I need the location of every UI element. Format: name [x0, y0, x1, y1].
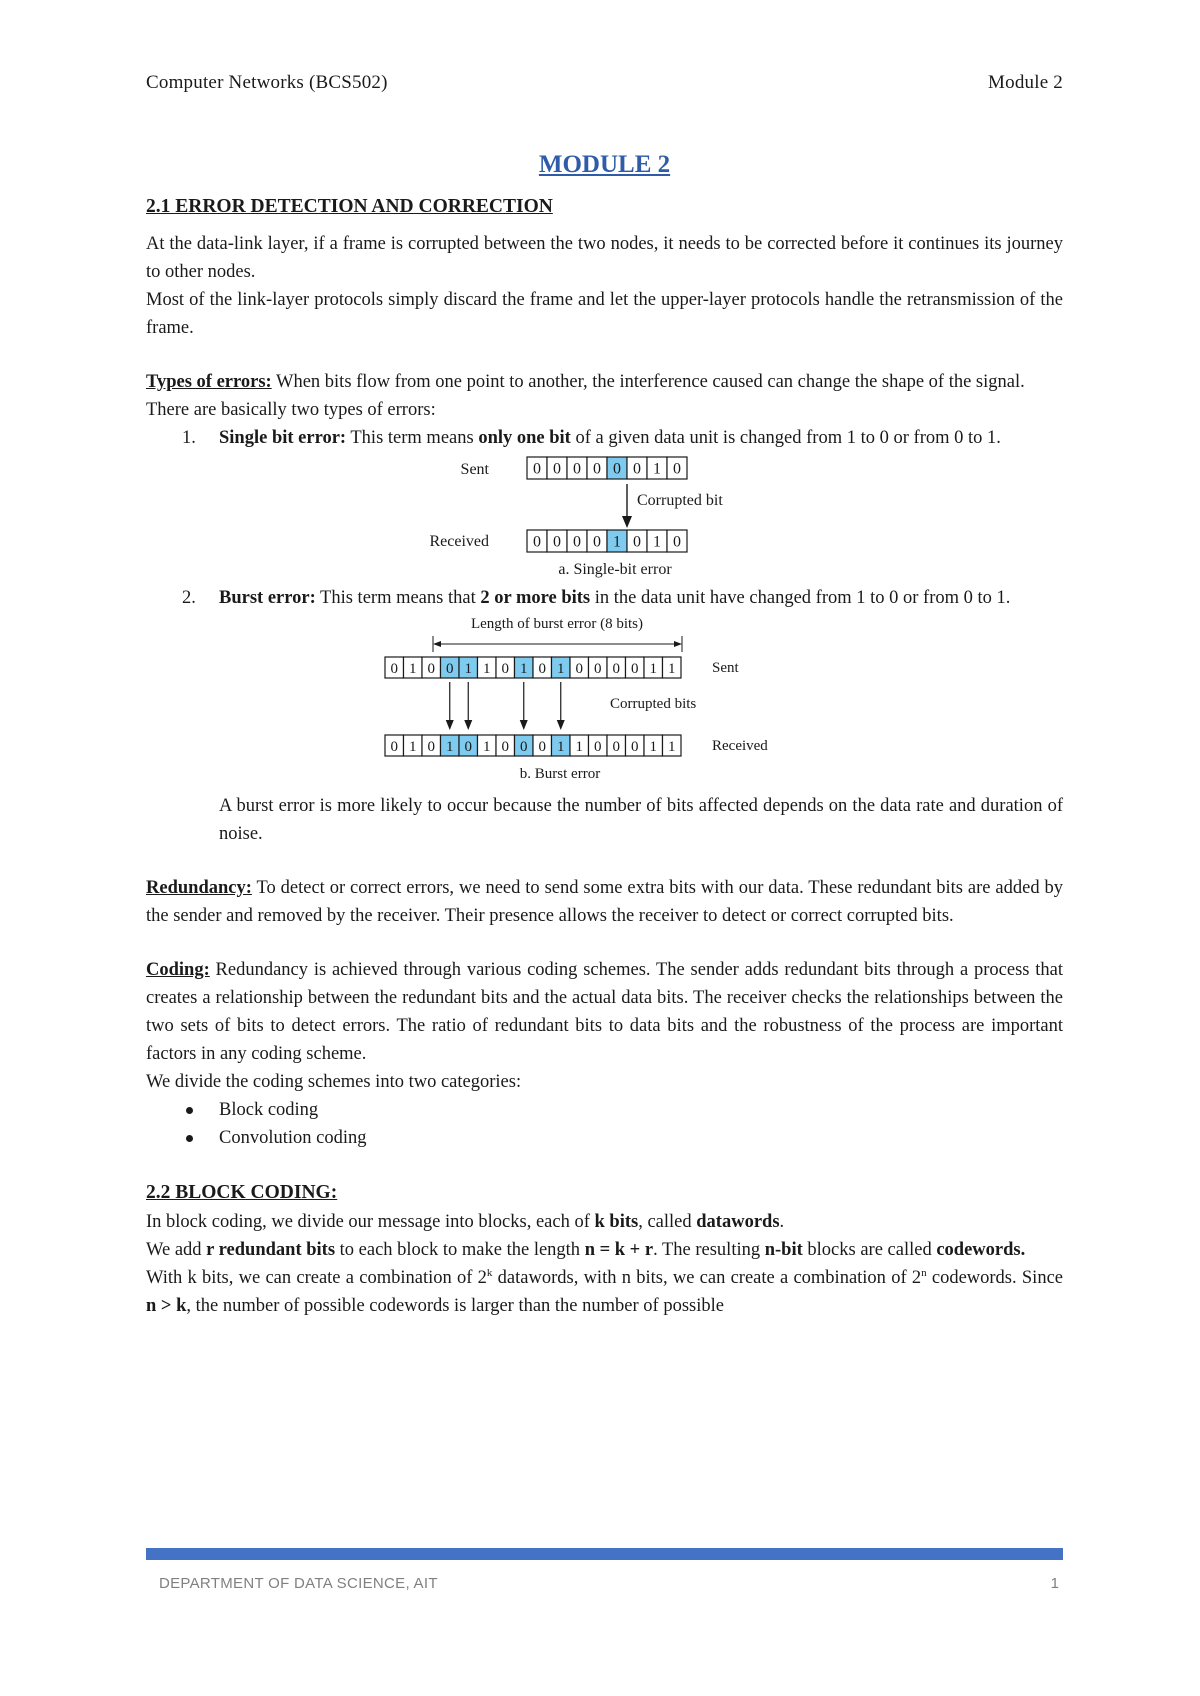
sent-bit-bit: 1 — [464, 660, 472, 677]
received-bit-bit: 1 — [556, 738, 564, 755]
sent-bit-bit: 0 — [630, 660, 638, 677]
received-bit-bit: 0 — [672, 533, 681, 551]
received-bit-bit: 1 — [667, 738, 675, 755]
bullet-icon — [186, 1107, 193, 1114]
received-bit-bit: 0 — [612, 738, 620, 755]
sent-bit-bit: 0 — [538, 660, 546, 677]
sent-bit-bit: 0 — [427, 660, 435, 677]
arrow-head-icon — [556, 720, 564, 730]
received-bit-bit: 0 — [501, 738, 509, 755]
coding-scheme-list — [146, 1096, 1063, 1152]
sent-bit-bit: 1 — [667, 660, 675, 677]
coding-paragraph: Coding: Redundancy is achieved through various coding schemes. The sender adds redundant bits through a process that creates a relationship between the redundant bits and the actual data bits. The receiver checks the relationships between the two sets of bits to detect errors. The ratio of redundant bits to data bits and the robustness of the process are important factors in any coding scheme. — [146, 960, 1063, 1064]
types-intro: There are basically two types of errors: — [146, 400, 436, 420]
footer-bar — [146, 1548, 1063, 1560]
corrupted-bits-label: Corrupted bits — [609, 696, 696, 712]
received-bit-bit: 0 — [427, 738, 435, 755]
section-heading-2-2: 2.2 BLOCK CODING: — [146, 1182, 338, 1203]
paragraph: In block coding, we divide our message into blocks, each of k bits, called datawords. — [146, 1212, 785, 1232]
sent-label: Sent — [460, 461, 489, 478]
received-bit-bit: 1 — [575, 738, 583, 755]
list-item: 1. Single bit error: This term means only one bit of a given data unit is changed from 1 to 0 or from 0 to 1. — [182, 428, 1001, 448]
section-heading-2-1: 2.1 ERROR DETECTION AND CORRECTION — [146, 196, 553, 217]
sent-bit-bit: 0 — [593, 660, 601, 677]
arrow-head-icon — [464, 720, 472, 730]
error-type-list — [146, 424, 1063, 452]
burst-length-label: Length of burst error (8 bits) — [470, 616, 643, 632]
types-paragraph: Types of errors: When bits flow from one point to another, the interference caused can change the shape of the signal. — [146, 372, 1025, 392]
arrow-head-icon — [519, 720, 527, 730]
burst-error-figure — [385, 612, 825, 792]
sent-bit-bit: 1 — [408, 660, 416, 677]
received-label: Received — [711, 738, 768, 754]
list-item: Block coding — [146, 1096, 1063, 1124]
page-number: 1 — [1050, 1575, 1059, 1592]
received-bit-bit: 0 — [552, 533, 561, 551]
sent-bit-bit: 0 — [632, 460, 641, 478]
sent-bit-bit: 1 — [482, 660, 490, 677]
figure-caption: a. Single-bit error — [557, 561, 672, 578]
sent-bit-bit: 1 — [519, 660, 527, 677]
page-title: MODULE 2 — [538, 151, 671, 178]
received-bit-bit: 1 — [612, 533, 621, 551]
error-type-list — [146, 584, 1063, 612]
received-bit-bit: 1 — [482, 738, 490, 755]
coding-intro: We divide the coding schemes into two categories: — [146, 1072, 522, 1092]
sent-bit-bit: 1 — [652, 460, 661, 478]
received-bit-bit: 0 — [519, 738, 527, 755]
sent-bit-bit: 0 — [612, 660, 620, 677]
term-coding: Coding: — [146, 960, 210, 980]
term-types-of-errors: Types of errors: — [146, 372, 272, 392]
received-bit-bit: 0 — [538, 738, 546, 755]
received-bit-bit: 1 — [408, 738, 416, 755]
sent-bit-bit: 0 — [445, 660, 453, 677]
header-course: Computer Networks (BCS502) — [146, 72, 388, 93]
paragraph: We add r redundant bits to each block to make the length n = k + r. The resulting n-bit blocks are called codewords. — [146, 1240, 1026, 1260]
received-bit-bit: 1 — [649, 738, 657, 755]
list-item: 2. Burst error: This term means that 2 or more bits in the data unit have changed from 1 to 0 or from 0 to 1. — [182, 588, 1011, 608]
header-module: Module 2 — [988, 72, 1063, 93]
bullet-icon — [186, 1135, 193, 1142]
received-bit-bit: 0 — [390, 738, 398, 755]
received-bit-bit: 0 — [572, 533, 581, 551]
figure-caption: b. Burst error — [519, 766, 600, 782]
footer-department: DEPARTMENT OF DATA SCIENCE, AIT — [159, 1575, 438, 1592]
single-bit-error-figure — [428, 452, 765, 584]
term-redundancy: Redundancy: — [146, 878, 252, 898]
corrupted-bit-label: Corrupted bit — [636, 492, 723, 509]
redundancy-paragraph: Redundancy: To detect or correct errors, we need to send some extra bits with our data. These redundant bits are added by the sender and removed by the receiver. Their presence allows the receiver to detect or correct corrupted bits. — [146, 878, 1063, 926]
sent-bit-bit: 0 — [575, 660, 583, 677]
sent-bit-bit: 1 — [556, 660, 564, 677]
paragraph: Most of the link-layer protocols simply discard the frame and let the upper-layer protocols handle the retransmission of the frame. — [146, 290, 1063, 338]
sent-bit-bit: 0 — [612, 460, 621, 478]
burst-note: A burst error is more likely to occur because the number of bits affected depends on the data rate and duration of noise. — [219, 796, 1063, 844]
received-bit-bit: 0 — [630, 738, 638, 755]
paragraph: At the data-link layer, if a frame is corrupted between the two nodes, it needs to be corrected before it continues its journey to other nodes. — [146, 234, 1063, 282]
list-item: Convolution coding — [146, 1124, 1063, 1152]
sent-bit-bit: 0 — [390, 660, 398, 677]
sent-bit-bit: 0 — [552, 460, 561, 478]
received-bit-bit: 0 — [464, 738, 472, 755]
sent-bit-bit: 0 — [592, 460, 601, 478]
paragraph: With k bits, we can create a combination of 2$^k$ datawords, with n bits, we can create a combination of 2$^n$ codewords. Since n > k, the number of possible codewords is larger than the number of possible — [146, 1266, 1063, 1316]
received-bit-bit: 1 — [652, 533, 661, 551]
received-bit-bit: 0 — [593, 738, 601, 755]
received-bit-bit: 1 — [445, 738, 453, 755]
sent-bit-bit: 0 — [672, 460, 681, 478]
sent-bit-bit: 0 — [532, 460, 541, 478]
arrow-head-icon — [445, 720, 453, 730]
received-bit-bit: 0 — [632, 533, 641, 551]
received-bit-bit: 0 — [592, 533, 601, 551]
received-bit-bit: 0 — [532, 533, 541, 551]
sent-bit-bit: 0 — [572, 460, 581, 478]
sent-bit-bit: 1 — [649, 660, 657, 677]
sent-label: Sent — [711, 660, 739, 676]
received-label: Received — [428, 533, 489, 550]
page-content — [146, 148, 1063, 1320]
sent-bit-bit: 0 — [501, 660, 509, 677]
